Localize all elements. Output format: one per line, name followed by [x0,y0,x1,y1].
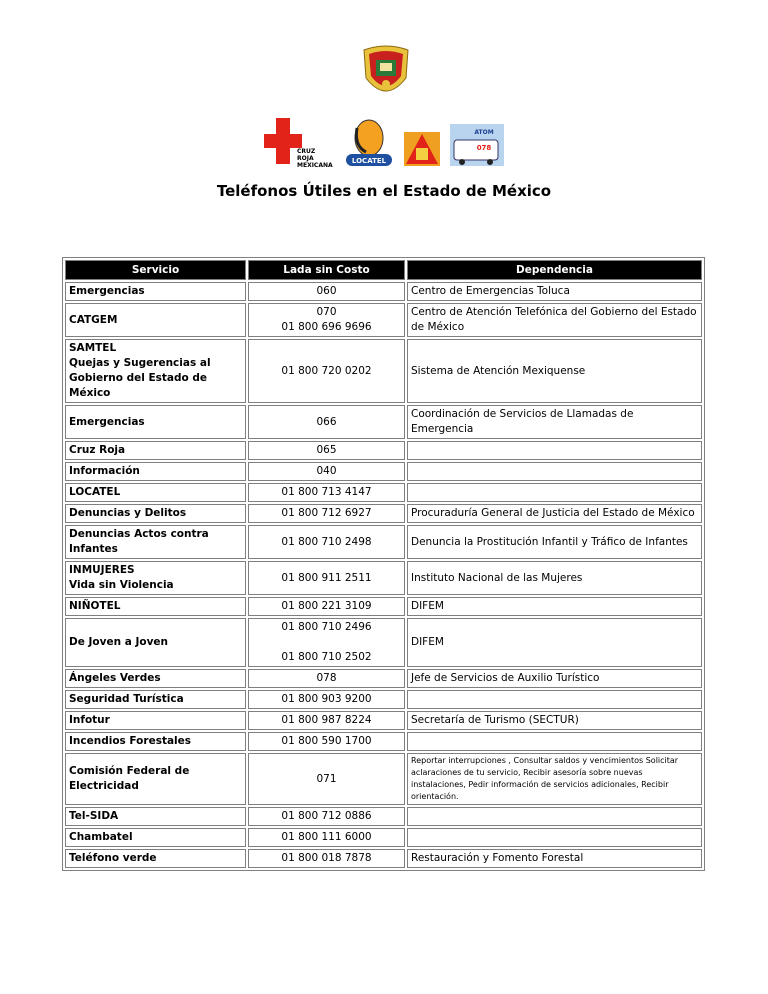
servicio-line: Tel-SIDA [69,810,119,822]
table-row [65,483,702,502]
cell-lada [248,441,405,460]
table-row [65,597,702,616]
servicio-line: Denuncias y Delitos [69,507,187,519]
cell-dependencia: Coordinación de Servicios de Llamadas de Emergencia [407,405,702,439]
cell-lada [248,669,405,688]
cell-dependencia: Reportar interrupciones , Consultar saldos y vencimientos Solicitar aclaraciones de tu servicio, Recibir asesoría sobre nuevas instalaciones, Pedir información de servicios adicionales, Recibir orientación. [407,753,702,805]
cell-lada [248,711,405,730]
lada-line: 01 800 720 0202 [281,364,372,377]
table-row [65,807,702,826]
cell-lada [248,405,405,439]
lada-line: 078 [316,672,337,684]
servicio-line: Información [69,465,140,477]
servicio-line: De Joven a Joven [69,636,169,648]
cell-dependencia: Instituto Nacional de las Mujeres [407,561,702,595]
cell-dependencia: Restauración y Fomento Forestal [407,849,702,868]
table-row [65,828,702,847]
lada-line: 060 [316,285,337,297]
lada-line [252,635,401,650]
cell-servicio [65,303,246,337]
table-row [65,753,702,805]
agency-logos [262,116,512,172]
table-row [65,618,702,667]
servicio-line: Emergencias [69,415,145,428]
cell-servicio [65,339,246,403]
cell-servicio [65,618,246,667]
cell-servicio [65,753,246,805]
lada-line: 066 [316,415,337,428]
servicio-line: NIÑOTEL [69,600,121,612]
cell-servicio [65,441,246,460]
table-row [65,849,702,868]
servicio-line: Infotur [69,714,110,726]
table-row [65,462,702,481]
cell-dependencia: Centro de Atención Telefónica del Gobierno del Estado de México [407,303,702,337]
cell-dependencia: DIFEM [407,618,702,667]
cell-dependencia: DIFEM [407,597,702,616]
locatel-text: LOCATEL [351,157,387,165]
cell-servicio [65,690,246,709]
table-row [65,561,702,595]
table-row [65,669,702,688]
phone-table [62,257,705,871]
lada-line: 071 [316,772,337,785]
cell-servicio [65,669,246,688]
table-row [65,711,702,730]
cell-lada [248,690,405,709]
servicio-line: Quejas y Sugerencias al [69,357,211,369]
lada-line: 01 800 111 6000 [281,831,372,843]
cell-dependencia [407,483,702,502]
cell-lada [248,462,405,481]
table-row [65,441,702,460]
servicio-line: Comisión Federal de Electricidad [69,765,190,792]
table-header-row [65,260,702,280]
cell-servicio [65,849,246,868]
cell-dependencia: Denuncia la Prostitución Infantil y Tráfico de Infantes [407,525,702,559]
table-row [65,405,702,439]
header-dependencia: Dependencia [407,260,702,280]
cell-lada [248,807,405,826]
cell-lada [248,561,405,595]
cell-lada [248,504,405,523]
atom-text: ATOM [474,129,494,136]
servicio-line: Ángeles Verdes [69,672,161,684]
lada-line: 01 800 987 8224 [281,714,372,726]
servicio-line: Cruz Roja [69,444,126,456]
cell-servicio [65,828,246,847]
table-row [65,732,702,751]
lada-line: 01 800 903 9200 [281,693,372,705]
cell-dependencia: Secretaría de Turismo (SECTUR) [407,711,702,730]
cell-servicio [65,732,246,751]
cell-lada [248,282,405,301]
lada-line: 01 800 710 2496 [281,621,372,633]
lada-line: 070 [316,306,337,318]
lada-line: 01 800 018 7878 [281,852,372,864]
cell-dependencia [407,690,702,709]
state-seal-logo [360,44,412,100]
locatel-logo [346,120,392,166]
cell-servicio [65,807,246,826]
servicio-line: LOCATEL [69,486,121,498]
table-row [65,690,702,709]
lada-line: 065 [316,444,337,456]
lada-line: 01 800 221 3109 [281,600,372,612]
header-lada: Lada sin Costo [248,260,405,280]
cell-dependencia: Jefe de Servicios de Auxilio Turístico [407,669,702,688]
cell-servicio [65,282,246,301]
atom-number: 078 [476,144,492,152]
cell-dependencia [407,462,702,481]
servicio-line: Vida sin Violencia [69,579,174,591]
cruz-roja-text-3: MEXICANA [297,162,333,169]
cell-servicio [65,462,246,481]
cell-lada [248,483,405,502]
lada-line: 01 800 710 2502 [281,651,372,663]
cell-dependencia [407,828,702,847]
servicio-line: Teléfono verde [69,852,157,864]
cell-lada [248,525,405,559]
servicio-line: Seguridad Turística [69,693,184,705]
header-servicio: Servicio [65,260,246,280]
cell-servicio [65,405,246,439]
servicio-line: Chambatel [69,831,133,843]
cell-lada [248,618,405,667]
cell-dependencia: Sistema de Atención Mexiquense [407,339,702,403]
cell-lada [248,303,405,337]
lada-line: 01 800 710 2498 [281,535,372,548]
servicio-line: CATGEM [69,313,118,326]
cell-servicio [65,525,246,559]
lada-line: 01 800 696 9696 [281,321,372,333]
cell-dependencia [407,732,702,751]
cell-dependencia: Centro de Emergencias Toluca [407,282,702,301]
lada-line: 01 800 713 4147 [281,486,372,498]
servicio-line: SAMTEL [69,342,117,354]
servicio-line: Gobierno del Estado de México [69,372,208,399]
lada-line: 01 800 712 0886 [281,810,372,822]
cell-lada [248,732,405,751]
table-body [65,282,702,868]
cell-servicio [65,597,246,616]
servicio-line: Emergencias [69,285,145,297]
lada-line: 040 [316,465,337,477]
table-row [65,525,702,559]
cell-lada [248,339,405,403]
cell-dependencia [407,441,702,460]
lada-line: 01 800 712 6927 [281,507,372,519]
cruz-roja-text-2: ROJA [297,155,314,162]
cruz-roja-text-1: CRUZ [297,148,316,155]
page-title: Teléfonos Útiles en el Estado de México [216,182,552,200]
table-row [65,303,702,337]
cell-servicio [65,483,246,502]
cell-servicio [65,561,246,595]
angeles-verdes-logo [450,124,504,166]
cell-lada [248,849,405,868]
table-row [65,339,702,403]
cell-lada [248,597,405,616]
servicio-line: Incendios Forestales [69,735,192,747]
servicio-line: Denuncias Actos contra Infantes [69,528,209,555]
cell-lada [248,828,405,847]
cell-dependencia: Procuraduría General de Justicia del Estado de México [407,504,702,523]
lada-line: 01 800 590 1700 [281,735,372,747]
cell-servicio [65,711,246,730]
proteccion-civil-logo [404,132,440,166]
lada-line: 01 800 911 2511 [281,571,372,584]
cell-lada [248,753,405,805]
cruz-roja-logo [264,118,333,169]
table-row [65,282,702,301]
cell-dependencia [407,807,702,826]
table-row [65,504,702,523]
servicio-line: INMUJERES [69,564,135,576]
cell-servicio [65,504,246,523]
